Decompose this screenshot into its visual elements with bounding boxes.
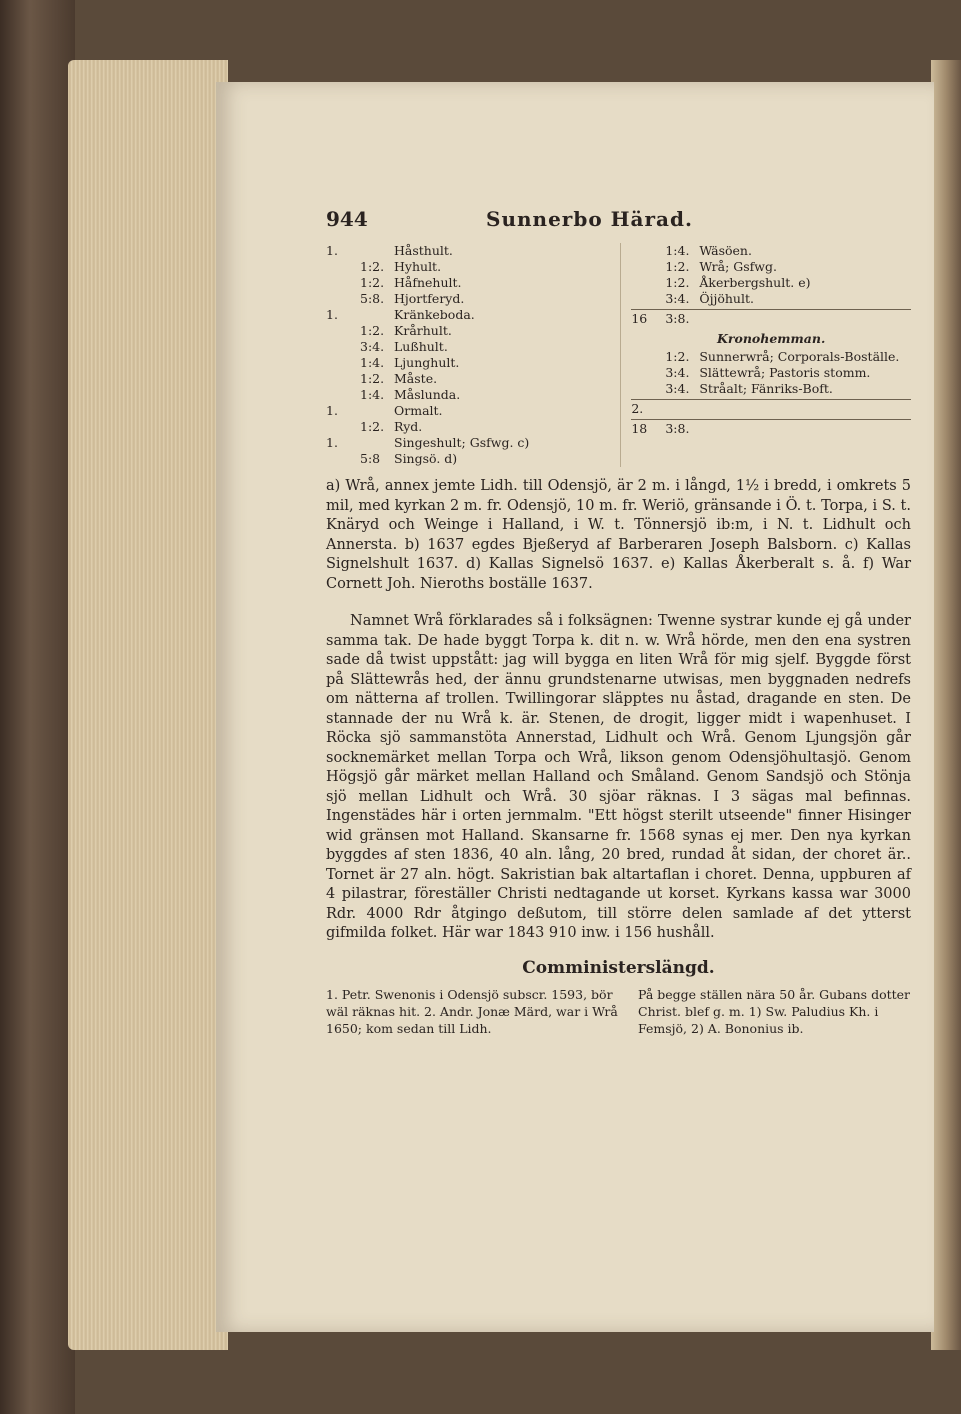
table-row (326, 355, 620, 371)
table-row (326, 323, 620, 339)
cell-frac (360, 435, 394, 451)
cell-num: 1. (326, 243, 338, 258)
cell-num (326, 291, 360, 307)
table-row (326, 259, 620, 275)
table-row (326, 419, 620, 435)
cell-num (326, 451, 360, 467)
cell-frac: 1:2. (360, 419, 385, 434)
cell-name: Wäsöen. (699, 243, 752, 258)
cell-num (631, 259, 665, 275)
cell-num (631, 365, 665, 381)
cell-frac: 1:2. (665, 259, 690, 274)
cell-name: Måste. (394, 371, 438, 386)
farm-table (326, 243, 911, 467)
table-row (326, 435, 620, 451)
cell-name: Åkerbergshult. e) (699, 275, 811, 290)
cell-frac: 1:2. (360, 371, 385, 386)
cell-num (326, 371, 360, 387)
total-row (631, 309, 911, 327)
cell-num: 1. (326, 403, 338, 418)
table-row (326, 451, 620, 467)
cell-frac (360, 243, 394, 259)
section-title: Comministerslängd. (522, 957, 715, 978)
cell-frac (360, 403, 394, 419)
cell-frac: 3:4. (665, 291, 690, 306)
cell-num (631, 243, 665, 259)
total-num: 2. (631, 401, 644, 416)
cell-num: 1. (326, 307, 338, 322)
comminister-list (326, 986, 911, 1037)
cell-num (326, 339, 360, 355)
cell-frac: 1:4. (665, 243, 690, 258)
cell-name: Stråalt; Fänriks-Boft. (699, 381, 833, 396)
cell-frac: 5:8. (360, 291, 385, 306)
cell-num (326, 419, 360, 435)
cell-frac: 1:4. (360, 355, 385, 370)
cell-name: Hyhult. (394, 259, 442, 274)
total-frac (665, 401, 699, 417)
cell-num (631, 291, 665, 307)
grand-total-num: 18 (631, 421, 648, 436)
cell-name: Måslunda. (394, 387, 461, 402)
cell-name: Singeshult; Gsfwg. c) (394, 435, 530, 450)
cell-num: 1. (326, 435, 338, 450)
farm-table-right (620, 243, 911, 467)
grand-total-frac: 3:8. (665, 421, 690, 436)
body-text: Namnet Wrå förklarades så i folksägnen: Twenne systrar kunde ej gå under samma tak. De hade byggt Torpa k. dit n. w. Wrå hörde, men den ena systren sade då twist uppstått: jag will bygga en liten Wrå för mig sjelf. Byggde först på Slättewrås hed, der ännu grundstenarne utwisas, men byggnaden nedrefs om nätterna af trollen. Twillingorar släpptes nu åstad, dragande en sten. De stannade der nu Wrå k. är. Stenen, de drogit, ligger midt i wapenhuset. I Röcka sjö sammanstöta Annerstad, Lidhult och Wrå. Genom Ljungsjön går socknemärket mellan Torpa och Wrå, likson genom Odensjöhultasjö. Genom Högsjö går märket mellan Halland och Småland. Genom Sandsjö och Stönja sjö mellan Lidhult och Wrå. 30 sjöar räknas. I 3 sägas mal befinnas. Ingenstädes här i orten jernmalm. "Ett högst sterilt utseende" finner Hisinger wid gränsen mot Halland. Skansarne fr. 1568 synas ej mer. Den nya kyrkan byggdes af sten 1836, 40 aln. lång, 20 bred, rundad åt sidan, der choret är.. Tornet är 27 aln. högt. Sakristian bak altartaflan i choret. Denna, uppburen af 4 pilastrar, föreställer Christi nedtagande ut korset. Kyrkans kassa war 3000 Rdr. 4000 Rdr åtgingo deßutom, till större delen samlade af det ytterst gifmilda folket. Här war 1843 910 inw. i 156 hushåll. (326, 613, 911, 941)
table-row (631, 365, 911, 381)
table-row (326, 371, 620, 387)
cell-num (326, 355, 360, 371)
cell-name: Öjjöhult. (699, 291, 754, 306)
cell-frac: 1:2. (665, 275, 690, 290)
cell-name: Ormalt. (394, 403, 443, 418)
page-header (326, 207, 911, 231)
cell-frac: 1:2. (360, 259, 385, 274)
cell-frac: 3:4. (665, 365, 690, 380)
book-page (216, 82, 934, 1332)
cell-num (631, 381, 665, 397)
comminister-list-left: 1. Petr. Swenonis i Odensjö subscr. 1593, bör wäl räknas hit. 2. Andr. Jonæ Märd, war i Wrå 1650; kom sedan till Lidh. (326, 986, 618, 1036)
cell-frac (360, 307, 394, 323)
total-num: 16 (631, 311, 648, 326)
cell-name: Lußhult. (394, 339, 448, 354)
cell-frac: 1:2. (360, 275, 385, 290)
table-row (326, 307, 620, 323)
table-row (631, 349, 911, 365)
book-right-edge (931, 60, 961, 1350)
table-row (631, 291, 911, 307)
cell-num (326, 387, 360, 403)
total-row (631, 399, 911, 417)
table-row (631, 259, 911, 275)
cell-num (326, 275, 360, 291)
grand-total-row (631, 419, 911, 437)
table-row (326, 275, 620, 291)
comminister-list-right: På begge ställen nära 50 år. Gubans dotter Christ. blef g. m. 1) Sw. Paludius Kh. i Femsjö, 2) A. Bononius ib. (638, 986, 911, 1036)
cell-num (631, 349, 665, 365)
table-row (326, 291, 620, 307)
table-row (631, 381, 911, 397)
page-number: 944 (326, 207, 368, 231)
table-row (326, 387, 620, 403)
cell-num (326, 259, 360, 275)
cell-num (631, 275, 665, 291)
table-row (326, 403, 620, 419)
table-row (631, 243, 911, 259)
page-content (326, 207, 911, 1037)
cell-name: Kränkeboda. (394, 307, 475, 322)
cell-name: Singsö. d) (394, 451, 458, 466)
running-title: Sunnerbo Härad. (486, 207, 693, 231)
farm-table-left (326, 243, 620, 467)
cell-name: Slättewrå; Pastoris stomm. (699, 365, 871, 380)
total-frac: 3:8. (665, 311, 690, 326)
cell-name: Håsthult. (394, 243, 453, 258)
table-row (631, 275, 911, 291)
cell-name: Ljunghult. (394, 355, 460, 370)
table-row (326, 339, 620, 355)
cell-frac: 3:4. (360, 339, 385, 354)
cell-name: Sunnerwrå; Corporals-Boställe. (699, 349, 900, 364)
cell-frac: 1:2. (665, 349, 690, 364)
book-spine-edge (0, 0, 75, 1414)
cell-name: Håfnehult. (394, 275, 462, 290)
cell-frac: 1:4. (360, 387, 385, 402)
cell-name: Krårhult. (394, 323, 452, 338)
cell-frac: 5:8 (360, 451, 381, 466)
cell-name: Hjortferyd. (394, 291, 465, 306)
table-row (326, 243, 620, 259)
cell-num (326, 323, 360, 339)
right-rows (631, 243, 911, 307)
right-rows-2 (631, 349, 911, 397)
kronohemman-heading: Kronohemman. (717, 331, 826, 346)
cell-frac: 3:4. (665, 381, 690, 396)
footnotes: a) Wrå, annex jemte Lidh. till Odensjö, är 2 m. i långd, 1½ i bredd, i omkrets 5 mil, med kyrkan 2 m. fr. Odensjö, 10 m. fr. Weriö, gränsande i Ö. t. Torpa, i S. t. Knäryd och Weinge i Halland, i W. t. Tönnersjö ib:m, i N. t. Lidhult och Annersta. b) 1637 egdes Bjeßeryd af Barberaren Joseph Balsborn. c) Kallas Signelshult 1637. d) Kallas Signelsö 1637. e) Kallas Åkerberalt s. å. f) War Cornett Joh. Nieroths boställe 1637. (326, 478, 911, 592)
page-stack (68, 60, 228, 1350)
cell-name: Wrå; Gsfwg. (699, 259, 777, 274)
cell-name: Ryd. (394, 419, 423, 434)
cell-frac: 1:2. (360, 323, 385, 338)
